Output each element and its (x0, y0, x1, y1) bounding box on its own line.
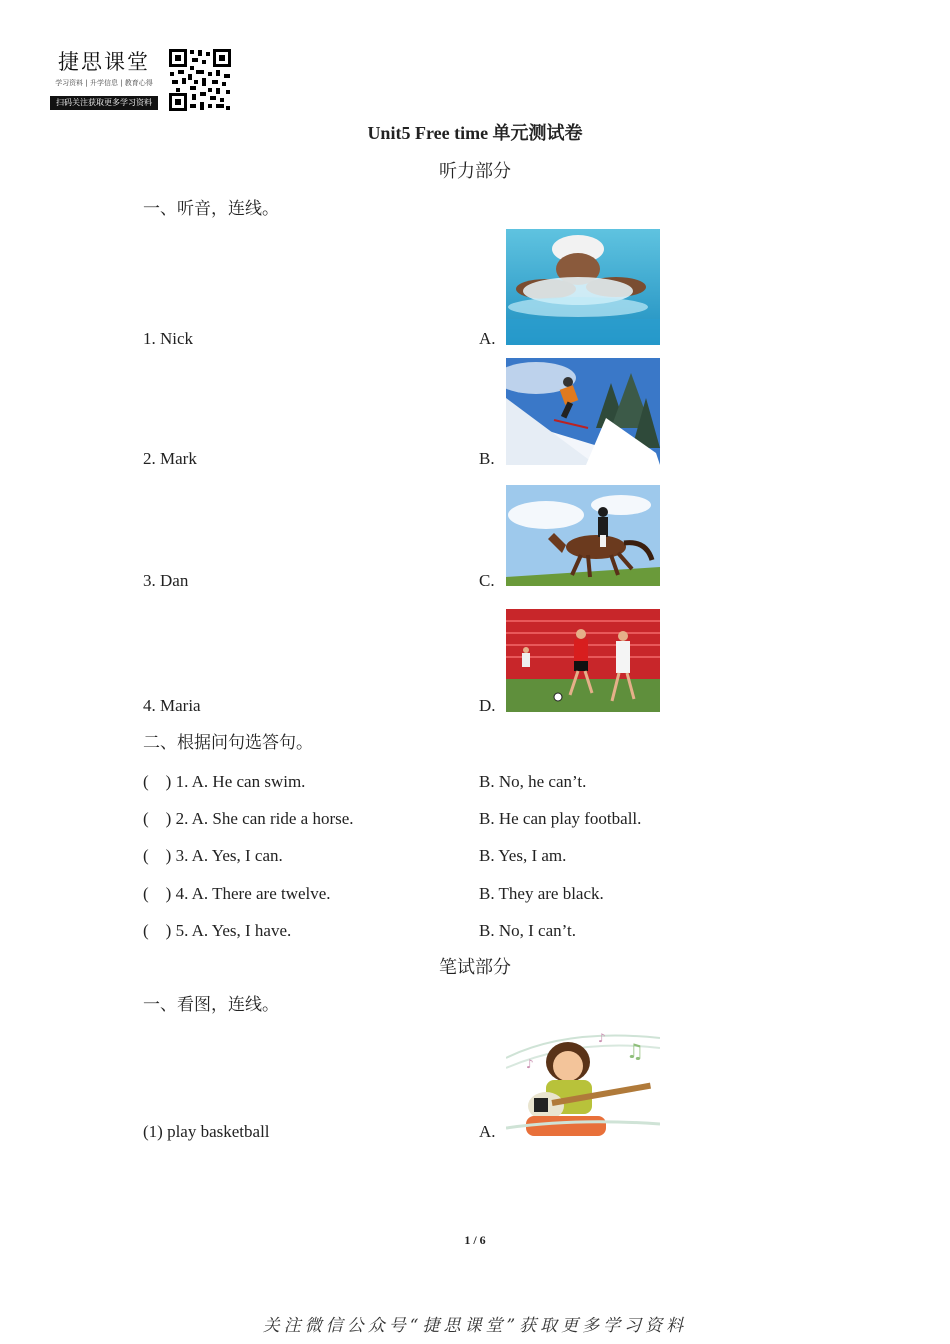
horse-riding-picture (506, 485, 660, 586)
question-item: ( ) 4. A. There are twelve. (143, 884, 331, 903)
option-letter: A. (479, 1122, 496, 1141)
listening-part1-heading: 一、听音，连线。 (143, 199, 279, 218)
logo-bar: 扫码关注获取更多学习资料 (50, 96, 158, 110)
listening-part2-heading: 二、根据问句选答句。 (143, 733, 313, 752)
skiing-picture (506, 358, 660, 465)
option-letter: B. (479, 449, 495, 468)
svg-text:♫: ♫ (626, 1039, 644, 1063)
swimming-picture (506, 229, 660, 345)
question-item: ( ) 1. A. He can swim. (143, 772, 306, 791)
answer-option: B. No, I can’t. (479, 921, 576, 940)
name-item: 1. Nick (143, 329, 194, 348)
svg-text:♪: ♪ (526, 1057, 534, 1071)
svg-text:♪: ♪ (598, 1031, 606, 1045)
writing-part1-heading: 一、看图，连线。 (143, 995, 279, 1014)
activity-item: (1) play basketball (143, 1122, 270, 1141)
answer-option: B. He can play football. (479, 809, 642, 828)
logo-name: 捷思课堂 (58, 50, 150, 74)
option-letter: D. (479, 696, 496, 715)
option-letter: C. (479, 571, 495, 590)
football-picture (506, 609, 660, 712)
question-item: ( ) 5. A. Yes, I have. (143, 921, 292, 940)
name-item: 2. Mark (143, 449, 197, 468)
name-item: 3. Dan (143, 571, 189, 590)
name-item: 4. Maria (143, 696, 201, 715)
answer-option: B. No, he can’t. (479, 772, 587, 791)
option-letter: A. (479, 329, 496, 348)
writing-heading: 笔试部分 (439, 957, 511, 977)
brand-logo (50, 44, 160, 112)
footer-note: 关注微信公众号“捷思课堂”获取更多学习资料 (262, 1316, 688, 1336)
listening-heading: 听力部分 (439, 161, 511, 181)
answer-option: B. Yes, I am. (479, 846, 567, 865)
question-item: ( ) 2. A. She can ride a horse. (143, 809, 354, 828)
logo-tags: 学习资料 | 升学信息 | 教育心得 (55, 79, 153, 87)
question-item: ( ) 3. A. Yes, I can. (143, 846, 283, 865)
page-title: Unit5 Free time 单元测试卷 (367, 123, 583, 143)
page-number: 1 / 6 (464, 1233, 486, 1247)
qr-code-icon (168, 48, 232, 112)
guitar-girl-picture (506, 1028, 660, 1139)
answer-option: B. They are black. (479, 884, 604, 903)
